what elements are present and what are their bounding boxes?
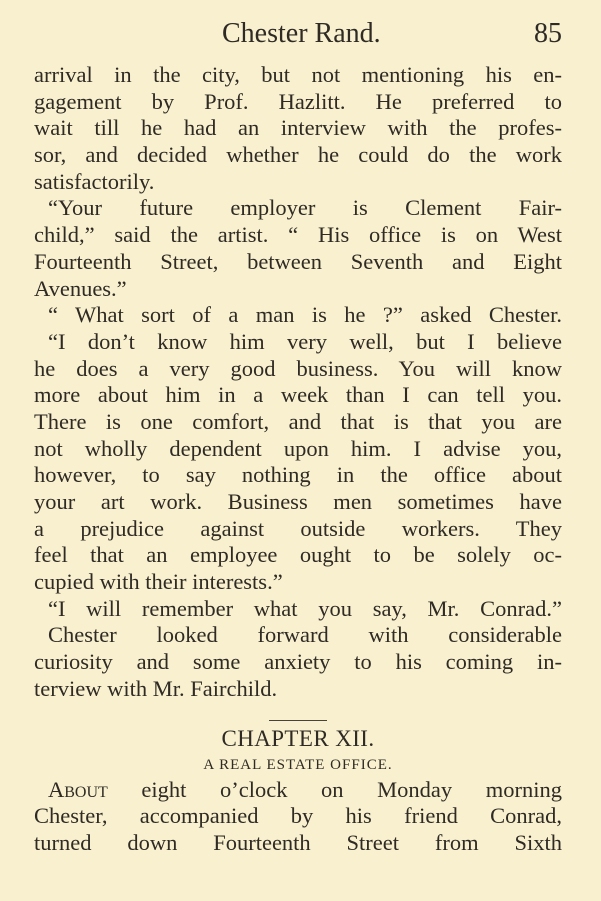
text-line: “I will remember what you say, Mr. Conrad.”: [48, 595, 562, 621]
page-number: 85: [534, 18, 562, 49]
text-line: wait till he had an interview with the profes-: [34, 115, 562, 141]
chapter-rule: [269, 720, 327, 721]
text-line: terview with Mr. Fairchild.: [34, 675, 278, 701]
text-line: Fourteenth Street, between Seventh and Eight: [34, 248, 562, 274]
text-line: Chester looked forward with considerable: [48, 622, 562, 648]
chapter-lead-word: About: [48, 776, 108, 802]
text-line: he does a very good business. You will know: [34, 355, 562, 381]
text-line: more about him in a week than I can tell you.: [34, 382, 562, 408]
page-header: [34, 14, 562, 54]
text-line: feel that an employee ought to be solely oc-: [34, 542, 562, 568]
text-line: your art work. Business men sometimes have: [34, 489, 562, 514]
text-line: turned down Fourteenth Street from Sixth: [34, 829, 562, 855]
text-line: Avenues.”: [34, 275, 127, 301]
text-line: There is one comfort, and that is that you are: [34, 408, 562, 434]
running-title: Chester Rand.: [222, 18, 381, 49]
main-text: [34, 62, 562, 857]
text-line: however, to say nothing in the office about: [34, 462, 562, 488]
chapter-opening-line: [34, 777, 562, 804]
text-line: Chester, accompanied by his friend Conrad,: [34, 803, 562, 829]
text-line: “I don’t know him very well, but I believe: [48, 328, 562, 354]
text-line: curiosity and some anxiety to his coming in-: [34, 649, 562, 675]
text-line: not wholly dependent upon him. I advise you,: [34, 435, 562, 461]
text-line: child,” said the artist. “ His office is on West: [34, 222, 562, 248]
section-gap: [34, 703, 562, 714]
text-line: gagement by Prof. Hazlitt. He preferred to: [34, 88, 562, 114]
text-line: “ What sort of a man is he ?” asked Chester.: [48, 302, 562, 328]
text-line: a prejudice against outside workers. They: [34, 515, 562, 541]
text-line: sor, and decided whether he could do the work: [34, 142, 562, 168]
chapter-line-text: eight o’clock on Monday morning: [107, 776, 562, 802]
chapter-heading: CHAPTER XII.: [221, 725, 375, 751]
text-line: satisfactorily.: [34, 168, 155, 194]
text-line: arrival in the city, but not mentioning his en-: [34, 62, 562, 87]
text-line: “Your future employer is Clement Fair-: [48, 195, 562, 221]
chapter-subtitle: A REAL ESTATE OFFICE.: [203, 756, 393, 773]
text-line: cupied with their interests.”: [34, 569, 283, 595]
